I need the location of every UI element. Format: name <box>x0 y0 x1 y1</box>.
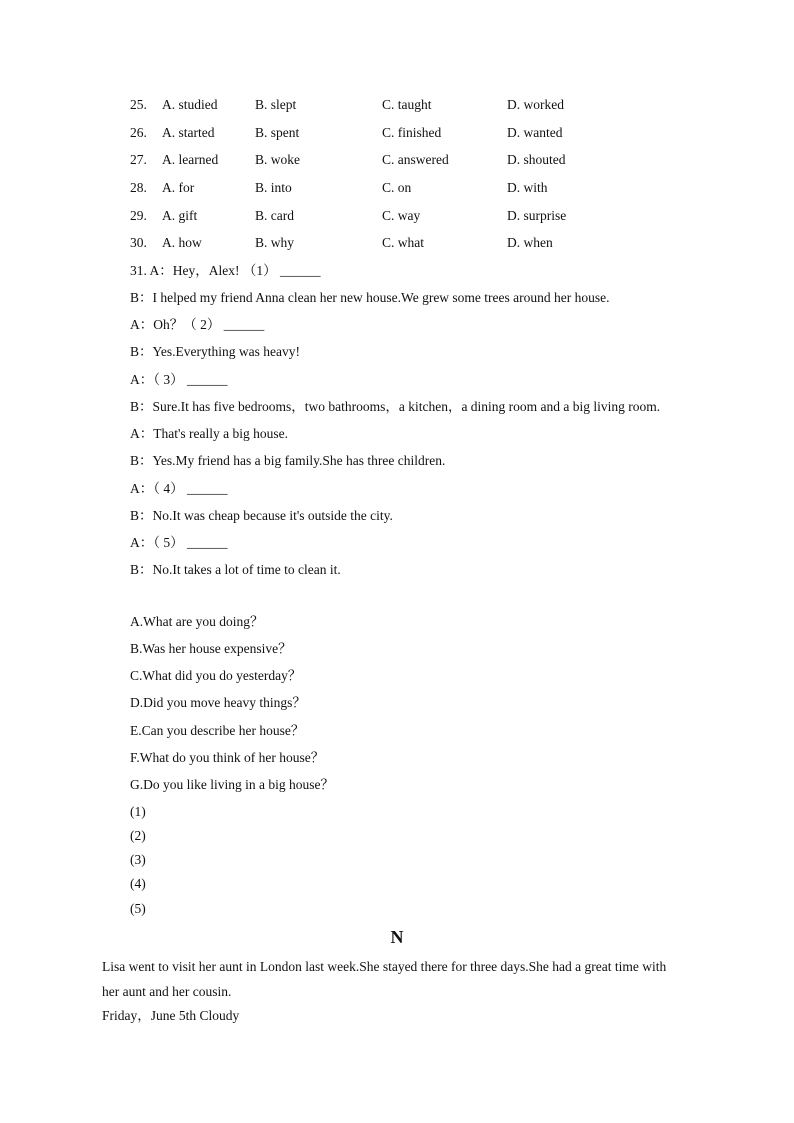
option-d: D. shouted <box>507 152 566 167</box>
answer-slot: (5) <box>130 901 146 916</box>
option-a: A. learned <box>162 152 219 167</box>
option-b: B. spent <box>255 125 300 140</box>
option-d: D. surprise <box>507 208 567 223</box>
dialogue-line: A：（ 4） ______ <box>130 481 228 496</box>
dialogue-line: A：That's really a big house. <box>130 426 289 441</box>
option-c: C. finished <box>382 125 442 140</box>
dialogue-line: A：Oh？（ 2） ______ <box>130 317 265 332</box>
option-item: E.Can you describe her house？ <box>130 723 305 738</box>
option-c: C. on <box>382 180 412 195</box>
option-item: D.Did you move heavy things？ <box>130 695 306 710</box>
option-d: D. worked <box>507 97 564 112</box>
option-b: B. card <box>255 208 294 223</box>
question-number: 27. <box>130 152 147 167</box>
option-a: A. started <box>162 125 215 140</box>
option-c: C. answered <box>382 152 449 167</box>
section-title: N <box>390 927 404 947</box>
dialogue-line: B：Yes.Everything was heavy! <box>130 344 300 359</box>
option-b: B. into <box>255 180 292 195</box>
option-item: G.Do you like living in a big house？ <box>130 777 334 792</box>
option-item: B.Was her house expensive？ <box>130 641 292 656</box>
dialogue-line: B：Yes.My friend has a big family.She has three children. <box>130 453 446 468</box>
option-a: A. how <box>162 235 202 250</box>
question-number: 25. <box>130 97 147 112</box>
option-d: D. with <box>507 180 548 195</box>
passage-line: Lisa went to visit her aunt in London last week.She stayed there for three days.She had a great time with <box>102 959 667 974</box>
option-item: A.What are you doing？ <box>130 614 264 629</box>
option-a: A. studied <box>162 97 218 112</box>
question-number: 26. <box>130 125 147 140</box>
option-a: A. gift <box>162 208 198 223</box>
dialogue-line: 31. A：Hey，Alex! （1） ______ <box>130 263 321 278</box>
option-item: F.What do you think of her house？ <box>130 750 325 765</box>
option-c: C. way <box>382 208 421 223</box>
question-number: 30. <box>130 235 147 250</box>
option-a: A. for <box>162 180 195 195</box>
option-b: B. woke <box>255 152 300 167</box>
answer-slot: (2) <box>130 828 146 843</box>
dialogue-line: B：I helped my friend Anna clean her new house.We grew some trees around her house. <box>130 290 610 305</box>
passage-line: her aunt and her cousin. <box>102 984 232 999</box>
option-d: D. when <box>507 235 553 250</box>
option-c: C. taught <box>382 97 432 112</box>
answer-slot: (4) <box>130 876 146 891</box>
option-b: B. slept <box>255 97 297 112</box>
dialogue-line: A：（ 5） ______ <box>130 535 228 550</box>
option-item: C.What did you do yesterday？ <box>130 668 302 683</box>
option-b: B. why <box>255 235 295 250</box>
option-d: D. wanted <box>507 125 563 140</box>
question-number: 28. <box>130 180 147 195</box>
diary-date: Friday，June 5th Cloudy <box>102 1008 240 1023</box>
dialogue-line: B：No.It was cheap because it's outside the city. <box>130 508 393 523</box>
dialogue-line: A：（ 3） ______ <box>130 372 228 387</box>
option-c: C. what <box>382 235 424 250</box>
dialogue-line: B：No.It takes a lot of time to clean it. <box>130 562 341 577</box>
answer-slot: (3) <box>130 852 146 867</box>
dialogue-line: B：Sure.It has five bedrooms，two bathrooms，a kitchen，a dining room and a big living room. <box>130 399 661 414</box>
question-number: 29. <box>130 208 147 223</box>
answer-slot: (1) <box>130 804 146 819</box>
